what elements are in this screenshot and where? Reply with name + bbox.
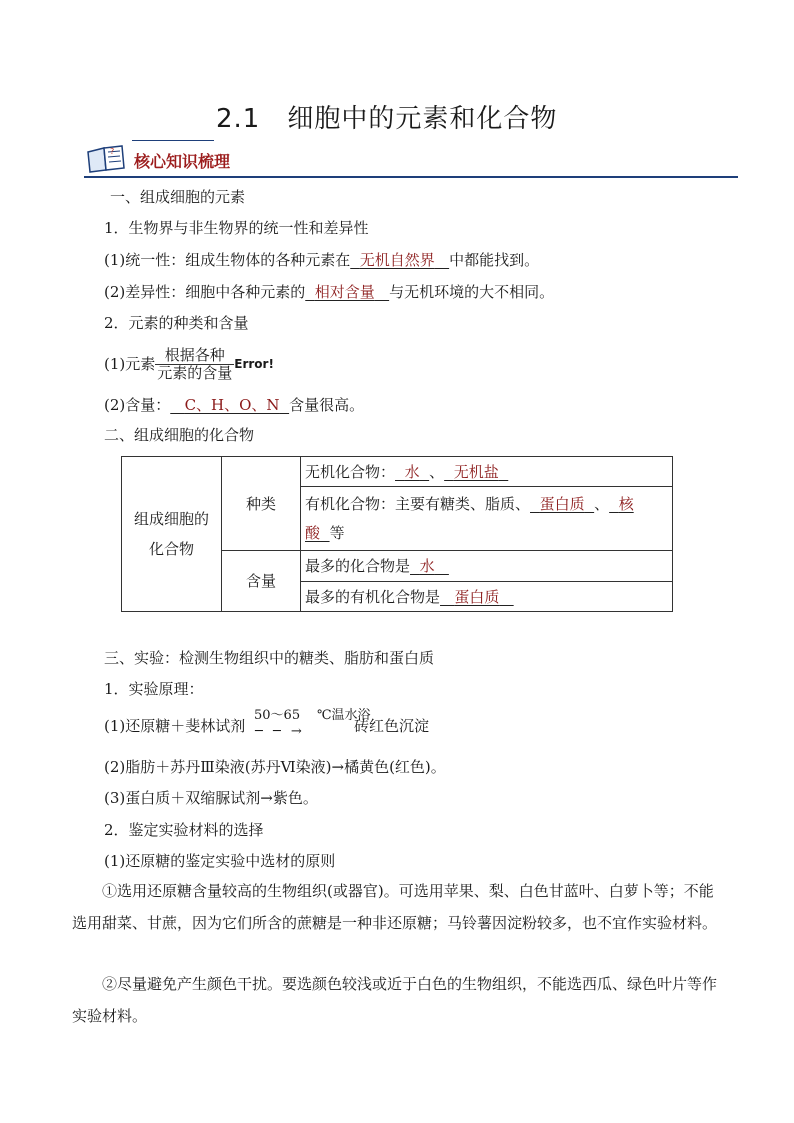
line-selection-principle: (1)还原糖的鉴定实验中选材的原则 (104, 852, 336, 870)
line-fat-test: (2)脂肪＋苏丹Ⅲ染液(苏丹Ⅵ染液)→橘黄色(红色)。 (104, 758, 446, 776)
answer-blank: 核 (618, 494, 634, 513)
heading-1: 一、组成细胞的元素 (110, 188, 246, 206)
banner-top-line (132, 140, 214, 141)
line-element-classification (104, 344, 274, 384)
subheading-1: 1．生物界与非生物界的统一性和差异性 (104, 219, 369, 237)
answer-blank: 无机盐 (453, 462, 499, 481)
subheading-2: 2．元素的种类和含量 (104, 314, 249, 332)
text: 砖红色沉淀 (354, 717, 430, 735)
text: 中都能找到。 (449, 251, 540, 269)
answer-blank: 相对含量 (314, 283, 375, 301)
error-text: Error! (234, 357, 274, 371)
arrow-icon: ─ ─ → (255, 724, 305, 739)
row-header: 组成细胞的化合物 (122, 457, 222, 612)
condition-label: ℃温水浴 (317, 708, 371, 723)
heading-2: 二、组成细胞的化合物 (104, 426, 255, 444)
text: 有机化合物：主要有糖类、脂质、 (305, 494, 531, 513)
fraction (155, 347, 234, 382)
answer-blank: 酸 (305, 523, 321, 542)
text: (1)统一性：组成生物体的各种元素在 (104, 251, 351, 269)
answer-blank: 无机自然界 (359, 251, 435, 269)
paragraph-2: ②尽量避免产生颜色干扰。要选颜色较浅或近于白色的生物组织，不能选西瓜、绿色叶片等作实验材料。 (72, 975, 718, 1025)
text: (2)差异性：细胞中各种元素的 (104, 283, 306, 301)
book-icon (84, 142, 128, 176)
answer-blank: 蛋白质 (454, 587, 500, 606)
text: 与无机环境的大不相同。 (389, 283, 555, 301)
text: 最多的有机化合物是 (305, 587, 441, 606)
text: 等 (329, 523, 345, 542)
answer-blank: C、H、O、N (184, 396, 280, 414)
text: 无机化合物： (305, 462, 396, 481)
answer-blank: 蛋白质 (539, 494, 585, 513)
fraction-bottom: 元素的含量 (157, 363, 233, 382)
kind-label: 种类 (222, 457, 301, 551)
amount-label: 含量 (222, 551, 301, 612)
text: 、 (429, 462, 445, 481)
compound-table (121, 456, 673, 612)
section-label: 核心知识梳理 (134, 152, 231, 171)
answer-blank: 水 (419, 557, 435, 575)
most-organic-cell (301, 582, 673, 612)
page-title: 2.1 细胞中的元素和化合物 (216, 104, 558, 134)
subheading-3: 1．实验原理： (104, 680, 204, 698)
inorganic-cell (301, 457, 673, 487)
line-unity (104, 250, 539, 270)
most-compound-cell (301, 551, 673, 582)
organic-cell (301, 487, 673, 551)
temperature-label: 50～65 (254, 708, 301, 723)
subheading-4: 2．鉴定实验材料的选择 (104, 821, 264, 839)
paragraph-1: ①选用还原糖含量较高的生物组织(或器官)。可选用苹果、梨、白色甘蓝叶、白萝卜等；不能选用甜菜、甘蔗，因为它们所含的蔗糖是一种非还原糖；马铃薯因淀粉较多，也不宜作实验材料。 (72, 882, 718, 932)
line-protein-test: (3)蛋白质＋双缩脲试剂→紫色。 (104, 789, 318, 807)
text: (1)元素 (104, 355, 156, 373)
text: 含量很高。 (289, 396, 365, 414)
heading-3: 三、实验：检测生物组织中的糖类、脂肪和蛋白质 (104, 649, 435, 667)
text: (1)还原糖＋斐林试剂 (104, 717, 246, 735)
svg-text:?: ? (110, 147, 115, 156)
line-content (104, 395, 364, 415)
text: 最多的化合物是 (305, 557, 411, 575)
fraction-top: 根据各种 (155, 347, 234, 365)
text: 、 (594, 494, 610, 513)
text: (2)含量： (104, 396, 171, 414)
line-difference (104, 282, 554, 302)
answer-blank: 水 (404, 462, 420, 481)
banner-divider (84, 176, 738, 178)
